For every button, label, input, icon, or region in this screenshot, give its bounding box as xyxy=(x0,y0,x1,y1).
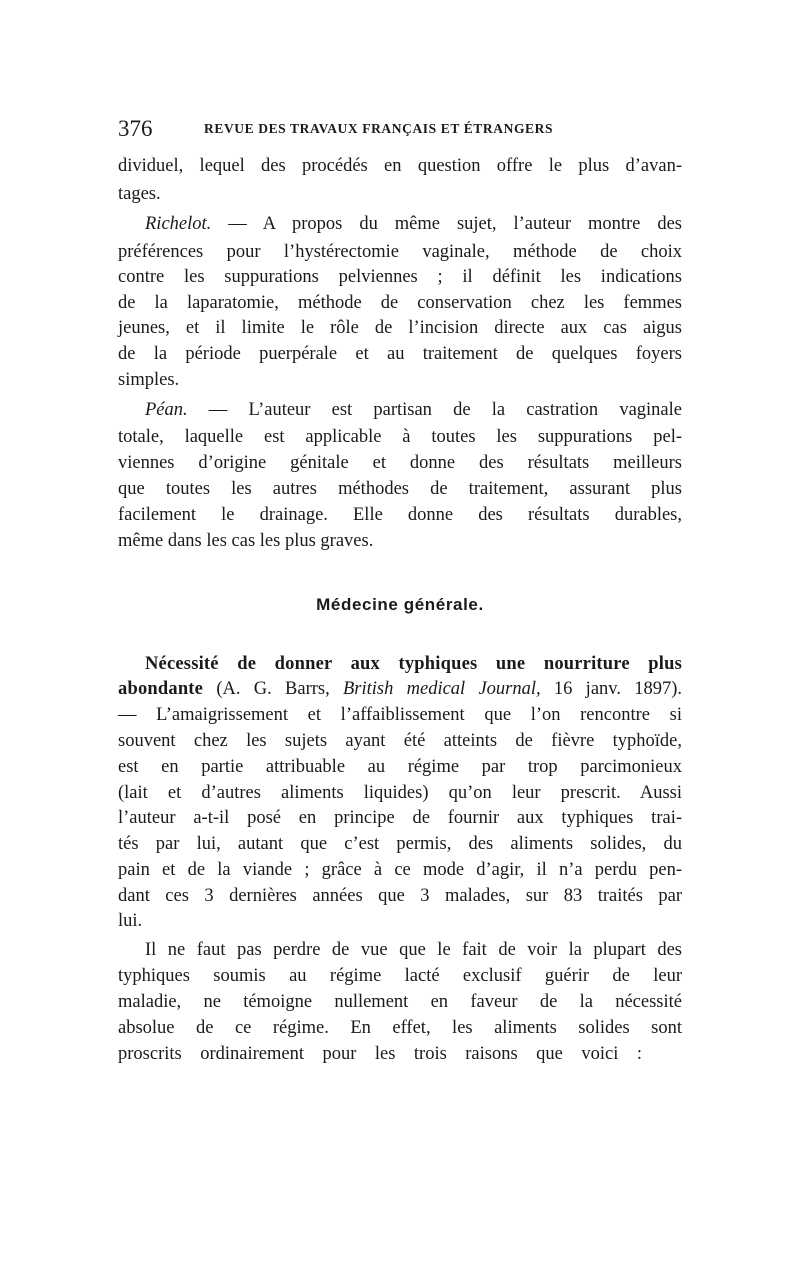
text-line: est en partie attribuable au régime par trop parcimonieux xyxy=(118,757,682,777)
reference-author: (A. G. Barrs, xyxy=(203,679,343,699)
text-line: maladie, ne témoigne nullement en faveur de la nécessité xyxy=(118,992,682,1012)
reference-journal: British medical Journal, xyxy=(342,679,541,699)
text-line: de la période puerpérale et au traitement de quelques foyers xyxy=(118,344,682,364)
text-line: pain et de la viande ; grâce à ce mode d’agir, il n’a perdu pen- xyxy=(118,860,682,880)
richelot-paragraph-first-line xyxy=(145,210,682,238)
pean-paragraph-first-line xyxy=(145,396,682,424)
text-line: typhiques soumis au régime lacté exclusif guérir de leur xyxy=(118,966,682,986)
text-line: simples. xyxy=(118,370,180,390)
text-line: même dans les cas les plus graves. xyxy=(118,531,374,551)
text-line: absolue de ce régime. En effet, les aliments solides sont xyxy=(118,1018,682,1038)
text-line: l’auteur a-t-il posé en principe de fournir aux typhiques trai- xyxy=(118,808,682,828)
journal-title: REVUE DES TRAVAUX FRANÇAIS ET ÉTRANGERS xyxy=(204,121,554,136)
text-line: proscrits ordinairement pour les trois raisons que voici : xyxy=(118,1044,642,1064)
text-line: facilement le drainage. Elle donne des résultats durables, xyxy=(118,505,682,525)
text-line: de la laparatomie, méthode de conservation chez les femmes xyxy=(118,293,682,313)
text-line: — L’amaigrissement et l’affaiblissement que l’on rencontre si xyxy=(118,705,682,725)
article-title-end: abondante xyxy=(118,679,204,699)
text-line: Il ne faut pas perdre de vue que le fait de voir la plupart des xyxy=(145,940,682,960)
reference-date: 16 janv. 1897). xyxy=(540,679,683,699)
text-run: — A propos du même sujet, l’auteur montre des xyxy=(211,214,682,234)
text-line: (lait et d’autres aliments liquides) qu’on leur prescrit. Aussi xyxy=(118,783,682,803)
text-line: préférences pour l’hystérectomie vaginale, méthode de choix xyxy=(118,242,682,262)
text-line: tés par lui, autant que c’est permis, des aliments solides, du xyxy=(118,834,682,854)
article-title: Nécessité de donner aux typhiques une nourriture plus xyxy=(145,654,682,674)
text-line: lui. xyxy=(118,911,143,931)
text-line: souvent chez les sujets ayant été atteints de fièvre typhoïde, xyxy=(118,731,682,751)
text-run: — L’auteur est partisan de la castration vaginale xyxy=(187,400,682,420)
article-reference-line xyxy=(118,675,682,703)
text-line: jeunes, et il limite le rôle de l’incision directe aux cas aigus xyxy=(118,318,682,338)
running-head xyxy=(118,116,688,146)
text-line: dividuel, lequel des procédés en question offre le plus d’avan- xyxy=(118,156,682,176)
text-line: dant ces 3 dernières années que 3 malades, sur 83 traités par xyxy=(118,886,682,906)
section-heading: Médecine générale. xyxy=(316,595,484,614)
text-line: totale, laquelle est applicable à toutes les suppurations pel- xyxy=(118,427,682,447)
author-name: Péan. xyxy=(145,400,188,420)
text-line: tages. xyxy=(118,184,161,204)
text-line: viennes d’origine génitale et donne des résultats meilleurs xyxy=(118,453,682,473)
article-title-line xyxy=(145,650,682,678)
text-line: contre les suppurations pelviennes ; il définit les indications xyxy=(118,267,682,287)
page-number: 376 xyxy=(118,116,153,141)
author-name: Richelot. xyxy=(145,214,212,234)
text-line: que toutes les autres méthodes de traitement, assurant plus xyxy=(118,479,682,499)
